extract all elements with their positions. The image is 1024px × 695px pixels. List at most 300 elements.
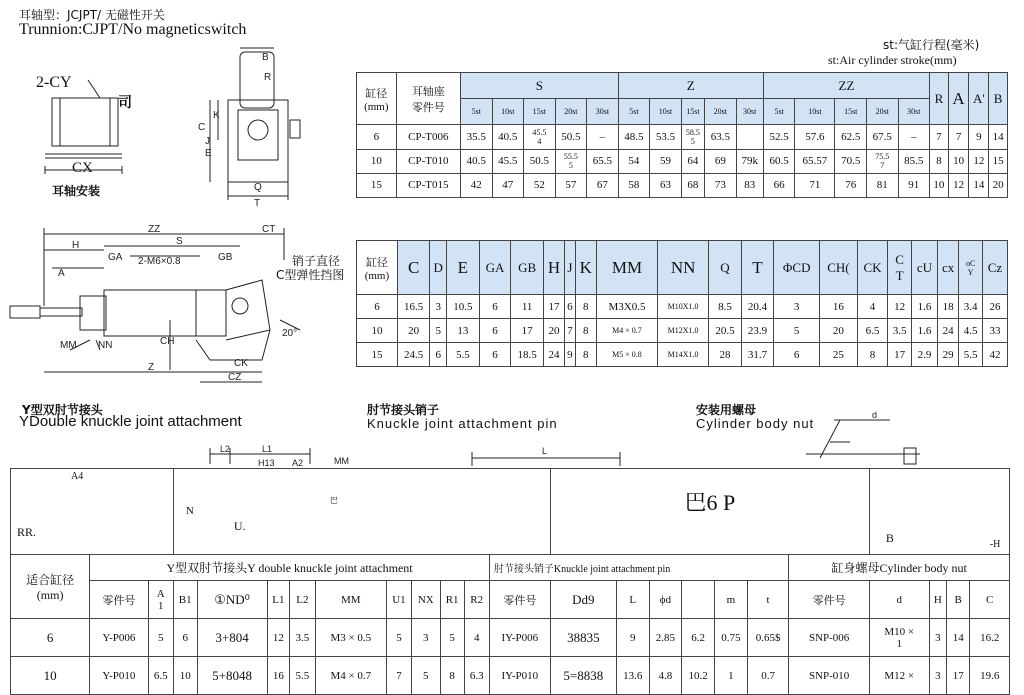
pin-value-cell: 9	[616, 619, 649, 657]
stroke-note-cn: st:气缸行程(毫米)	[883, 38, 980, 52]
col-header: CH(	[820, 241, 858, 295]
zz-value-cell: 60.5	[763, 149, 795, 173]
col-header: C	[397, 241, 430, 295]
pin-drawing-cell: 巴6 P	[550, 469, 869, 555]
y-col-header: L2	[290, 581, 315, 619]
col-header: cx	[937, 241, 958, 295]
s-value-cell: 45.5 4	[524, 125, 556, 149]
value-cell: 10.5	[447, 295, 480, 319]
z-value-cell: 64	[681, 149, 704, 173]
nut-col-header: B	[947, 581, 970, 619]
r-value-cell: 10	[930, 173, 949, 197]
y-value-cell: 5	[387, 619, 412, 657]
value-cell: 16.5	[397, 295, 430, 319]
value-cell: 20	[397, 319, 430, 343]
pin-value-cell: 10.2	[682, 657, 715, 695]
zz-value-cell: 52.5	[763, 125, 795, 149]
zz-value-cell: 81	[867, 173, 899, 197]
y-col-header: B1	[173, 581, 197, 619]
dim-GA: GA	[108, 252, 123, 263]
pin-note-2: C型弹性挡图	[276, 268, 345, 282]
dim-ZZ: ZZ	[148, 224, 161, 235]
pin-value-cell: 4.8	[649, 657, 682, 695]
col-header: H	[543, 241, 564, 295]
y-value-cell: 12	[267, 619, 290, 657]
table-row	[11, 619, 1010, 657]
y-col-header: ①ND⁰	[197, 581, 267, 619]
bore-cell: 10	[357, 319, 398, 343]
z-value-cell: 53.5	[650, 125, 682, 149]
s-value-cell: –	[587, 125, 619, 149]
title-cn: 耳轴型：JCJPT/ 无磁性开关	[19, 8, 165, 22]
col-header: GB	[511, 241, 544, 295]
pin-value-cell: IY-P010	[489, 657, 550, 695]
table-row	[357, 295, 1008, 319]
s-value-cell: 45.5	[492, 149, 524, 173]
strip-a2: A2	[292, 458, 304, 468]
a-header: A	[948, 73, 969, 125]
value-cell: 4	[857, 295, 888, 319]
y-value-cell: M4 × 0.7	[315, 657, 387, 695]
zz-value-cell: 67.5	[867, 125, 899, 149]
nut-value-cell: 14	[947, 619, 970, 657]
value-cell: 26	[982, 295, 1007, 319]
z-value-cell: 54	[618, 149, 650, 173]
label-si: 司	[118, 95, 132, 111]
y-col-header: A 1	[148, 581, 173, 619]
dim-m6: 2-M6×0.8	[138, 256, 181, 267]
zz-value-cell: 65.57	[795, 149, 835, 173]
pin-col-header: 零件号	[489, 581, 550, 619]
table-row	[357, 149, 1008, 173]
value-cell: 24.5	[397, 343, 430, 367]
zz-value-cell: 57.6	[795, 125, 835, 149]
value-cell: 23.9	[741, 319, 774, 343]
y-col-header: NX	[411, 581, 440, 619]
a-value-cell: 10	[948, 149, 969, 173]
dim-CZ: CZ	[228, 372, 242, 383]
part-cell: CP-T015	[396, 173, 460, 197]
group-pin: 肘节接头销子Knuckle joint attachment pin	[489, 555, 789, 581]
r-header: R	[930, 73, 949, 125]
value-cell: 3.5	[888, 319, 912, 343]
b-header: B	[989, 73, 1008, 125]
strip-h13: H13	[258, 458, 275, 468]
pin-value-cell: 38835	[550, 619, 616, 657]
y-col-header: 零件号	[90, 581, 148, 619]
value-cell: 5.5	[447, 343, 480, 367]
value-cell: 3.4	[959, 295, 983, 319]
y-caption-cn: Y型双肘节接头	[22, 403, 103, 417]
z-value-cell: 68	[681, 173, 704, 197]
pin-value-cell: 6.2	[682, 619, 715, 657]
nut-value-cell: 3	[929, 657, 946, 695]
z-value-cell: 83	[736, 173, 763, 197]
s-value-cell: 57	[555, 173, 587, 197]
dim-H: H	[72, 240, 80, 251]
dim-J: J	[205, 136, 210, 147]
nut-col-header: C	[970, 581, 1010, 619]
rr-cell: RR. A4	[11, 469, 174, 555]
dim-C: C	[198, 122, 206, 133]
value-cell: 8	[575, 319, 596, 343]
dim-E: E	[205, 148, 212, 159]
value-cell: M12X1.0	[657, 319, 708, 343]
y-value-cell: Y-P006	[90, 619, 148, 657]
label-2cy: 2-CY	[36, 74, 72, 91]
value-cell: 17	[543, 295, 564, 319]
pin-note-1: 销子直径	[292, 254, 341, 268]
stroke-header: 15st	[524, 99, 556, 125]
ba-label: 巴	[329, 496, 338, 505]
pin-value-cell: 5=8838	[550, 657, 616, 695]
z-value-cell: 73	[705, 173, 737, 197]
col-header: Q	[709, 241, 742, 295]
y-value-cell: 4	[464, 619, 489, 657]
s-value-cell: 40.5	[492, 125, 524, 149]
z-value-cell: 79k	[736, 149, 763, 173]
stroke-header: 20st	[705, 99, 737, 125]
value-cell: 17	[511, 319, 544, 343]
s-value-cell: 50.5	[524, 149, 556, 173]
col-header: K	[575, 241, 596, 295]
value-cell: 8	[857, 343, 888, 367]
s-value-cell: 35.5	[461, 125, 493, 149]
value-cell: 1.6	[911, 295, 937, 319]
value-cell: 9	[565, 343, 575, 367]
zz-value-cell: –	[898, 125, 930, 149]
pin-value-cell: 2.85	[649, 619, 682, 657]
y-value-cell: 5	[411, 657, 440, 695]
value-cell: 6	[479, 319, 511, 343]
stroke-header: 5st	[763, 99, 795, 125]
s-header: S	[461, 73, 619, 99]
value-cell: 24	[937, 319, 958, 343]
pin-caption-cn: 肘节接头销子	[367, 403, 440, 417]
value-cell: 31.7	[741, 343, 774, 367]
value-cell: 5	[774, 319, 820, 343]
trunnion-table	[356, 72, 1008, 198]
dim-NN: NN	[98, 340, 113, 351]
dim-A: A	[58, 268, 65, 279]
value-cell: 11	[511, 295, 544, 319]
z-value-cell: 59	[650, 149, 682, 173]
strip-l1: L1	[262, 444, 273, 454]
value-cell: 20.5	[709, 319, 742, 343]
z-value-cell	[736, 125, 763, 149]
a2-value-cell: 14	[969, 173, 989, 197]
value-cell: 6	[565, 295, 575, 319]
col-header: J	[565, 241, 575, 295]
value-cell: 5	[430, 319, 447, 343]
value-cell: M14X1.0	[657, 343, 708, 367]
stroke-header: 20st	[867, 99, 899, 125]
nut-col-header: H	[929, 581, 946, 619]
z-value-cell: 69	[705, 149, 737, 173]
col-header: T	[741, 241, 774, 295]
strip-d: d	[872, 410, 878, 420]
col-header: E	[447, 241, 480, 295]
value-cell: M4 × 0.7	[596, 319, 657, 343]
zz-value-cell: 76	[835, 173, 867, 197]
accessory-table	[10, 468, 1010, 695]
y-value-cell: 3+804	[197, 619, 267, 657]
pin-col-header: Dd9	[550, 581, 616, 619]
y-value-cell: M3 × 0.5	[315, 619, 387, 657]
y-value-cell: 6.3	[464, 657, 489, 695]
dim-B: B	[262, 52, 269, 63]
label-cx: CX	[72, 160, 93, 176]
value-cell: 17	[888, 343, 912, 367]
nut-col-header: 零件号	[789, 581, 869, 619]
s-value-cell: 67	[587, 173, 619, 197]
s-value-cell: 40.5	[461, 149, 493, 173]
col-header: C T	[888, 241, 912, 295]
value-cell: 2.9	[911, 343, 937, 367]
value-cell: 6	[479, 295, 511, 319]
bore-cell: 10	[357, 149, 397, 173]
s-value-cell: 52	[524, 173, 556, 197]
bore-cell: 10	[11, 657, 90, 695]
y-value-cell: 5	[440, 619, 464, 657]
table-row	[357, 125, 1008, 149]
value-cell: 20	[543, 319, 564, 343]
col-header: MM	[596, 241, 657, 295]
stroke-note-en: st:Air cylinder stroke(mm)	[828, 53, 957, 67]
trunnion-caption: 耳轴安装	[52, 184, 101, 198]
bore-header: 缸径 (mm)	[357, 241, 398, 295]
pin-col-header: t	[747, 581, 789, 619]
dim-Z: Z	[148, 362, 155, 373]
y-value-cell: 6	[173, 619, 197, 657]
z-value-cell: 63.5	[705, 125, 737, 149]
nut-value-cell: M10 × 1	[869, 619, 929, 657]
nut-value-cell: SNP-006	[789, 619, 869, 657]
y-value-cell: 8	[440, 657, 464, 695]
s-value-cell: 50.5	[555, 125, 587, 149]
stroke-header: 10st	[492, 99, 524, 125]
value-cell: 42	[982, 343, 1007, 367]
y-value-cell: 6.5	[148, 657, 173, 695]
s-value-cell: 47	[492, 173, 524, 197]
s-value-cell: 42	[461, 173, 493, 197]
bore-cell: 15	[357, 173, 397, 197]
dim-CK: CK	[234, 358, 248, 369]
nut-value-cell: SNP-010	[789, 657, 869, 695]
a2-header: A'	[969, 73, 989, 125]
y-value-cell: 5.5	[290, 657, 315, 695]
table-row	[357, 319, 1008, 343]
zz-value-cell: 91	[898, 173, 930, 197]
y-value-cell: 5	[148, 619, 173, 657]
value-cell: 16	[820, 295, 858, 319]
y-col-header: U1	[387, 581, 412, 619]
bore-cell: 15	[357, 343, 398, 367]
bore-cell: 6	[357, 295, 398, 319]
pin-col-header: L	[616, 581, 649, 619]
r-value-cell: 7	[930, 125, 949, 149]
pin-value-cell: 0.7	[747, 657, 789, 695]
value-cell: 29	[937, 343, 958, 367]
nut-value-cell: 16.2	[970, 619, 1010, 657]
u-cell: U. N 巴	[173, 469, 550, 555]
part-cell: CP-T010	[396, 149, 460, 173]
z-value-cell: 58.5 5	[681, 125, 704, 149]
a2-value-cell: 9	[969, 125, 989, 149]
stroke-header: 15st	[681, 99, 704, 125]
zz-value-cell: 85.5	[898, 149, 930, 173]
z-value-cell: 63	[650, 173, 682, 197]
strip-l2: L2	[220, 444, 231, 454]
col-header: ΦCD	[774, 241, 820, 295]
dim-angle: 20°	[282, 328, 298, 339]
value-cell: 7	[565, 319, 575, 343]
nut-caption-cn: 安装用螺母	[696, 403, 757, 417]
value-cell: 6	[774, 343, 820, 367]
y-value-cell: 7	[387, 657, 412, 695]
s-value-cell: 55.5 5	[555, 149, 587, 173]
pin-col-header: ϕd	[649, 581, 682, 619]
pin-value-cell: IY-P006	[489, 619, 550, 657]
table-row	[357, 173, 1008, 197]
zz-value-cell: 75.5 7	[867, 149, 899, 173]
group-y: Y型双肘节接头Y double knuckle joint attachment	[90, 555, 490, 581]
col-header: cU	[911, 241, 937, 295]
nut-drawing-cell: B -H	[869, 469, 1009, 555]
part-header: 耳轴座 零件号	[396, 73, 460, 125]
bore-cell: 6	[11, 619, 90, 657]
zz-value-cell: 66	[763, 173, 795, 197]
value-cell: 5.5	[959, 343, 983, 367]
dim-CH: CH	[160, 336, 175, 347]
y-col-header: L1	[267, 581, 290, 619]
z-header: Z	[618, 73, 763, 99]
cylinder-drawing	[0, 220, 350, 400]
value-cell: 4.5	[959, 319, 983, 343]
strip-mm: MM	[334, 456, 349, 466]
pin-caption-en: Knuckle joint attachment pin	[367, 416, 558, 431]
nut-value-cell: 17	[947, 657, 970, 695]
bore-cell: 6	[357, 125, 397, 149]
pin-col-header	[682, 581, 715, 619]
dim-K: K	[213, 110, 220, 121]
y-value-cell: 10	[173, 657, 197, 695]
dim-R: R	[264, 72, 272, 83]
stroke-header: 30st	[587, 99, 619, 125]
table-row	[357, 343, 1008, 367]
value-cell: 33	[982, 319, 1007, 343]
b-value-cell: 15	[989, 149, 1008, 173]
value-cell: 20	[820, 319, 858, 343]
a4-label: A4	[71, 471, 84, 482]
h-label: -H	[989, 539, 1001, 550]
strip-l: L	[542, 446, 548, 456]
trunnion-drawing	[0, 40, 330, 210]
b-value-cell: 20	[989, 173, 1008, 197]
group-nut: 缸身螺母Cylinder body nut	[789, 555, 1010, 581]
value-cell: 8	[575, 343, 596, 367]
dim-S: S	[176, 236, 183, 247]
stroke-header: 10st	[795, 99, 835, 125]
dim-GB: GB	[218, 252, 233, 263]
zz-value-cell: 70.5	[835, 149, 867, 173]
value-cell: 6.5	[857, 319, 888, 343]
y-value-cell: 3.5	[290, 619, 315, 657]
y-value-cell: 16	[267, 657, 290, 695]
dim-Q: Q	[254, 182, 262, 193]
value-cell: 18.5	[511, 343, 544, 367]
value-cell: M3X0.5	[596, 295, 657, 319]
a-value-cell: 7	[948, 125, 969, 149]
pin-value-cell: 13.6	[616, 657, 649, 695]
nut-value-cell: M12 ×	[869, 657, 929, 695]
y-value-cell: 3	[411, 619, 440, 657]
stroke-header: 30st	[898, 99, 930, 125]
r-value-cell: 8	[930, 149, 949, 173]
stroke-header: 5st	[618, 99, 650, 125]
zz-value-cell: 71	[795, 173, 835, 197]
z-value-cell: 48.5	[618, 125, 650, 149]
col-header: CK	[857, 241, 888, 295]
accessory-strip	[200, 408, 920, 470]
pin-value-cell: 1	[715, 657, 748, 695]
value-cell: 24	[543, 343, 564, 367]
col-header: GA	[479, 241, 511, 295]
stroke-header: 5st	[461, 99, 493, 125]
nut-value-cell: 3	[929, 619, 946, 657]
y-value-cell: 5+8048	[197, 657, 267, 695]
value-cell: 28	[709, 343, 742, 367]
a-value-cell: 12	[948, 173, 969, 197]
dimension-table	[356, 240, 1008, 367]
value-cell: M5 × 0.8	[596, 343, 657, 367]
stroke-header: 15st	[835, 99, 867, 125]
n-label: N	[185, 505, 194, 517]
value-cell: 20.4	[741, 295, 774, 319]
dim-CT: CT	[262, 224, 276, 235]
value-cell: 3	[774, 295, 820, 319]
title-en: Trunnion:CJPT/No magneticswitch	[19, 21, 247, 38]
value-cell: 3	[430, 295, 447, 319]
stroke-header: 10st	[650, 99, 682, 125]
zz-header: ZZ	[763, 73, 929, 99]
fit-bore-header: 适合缸径 (mm)	[11, 555, 90, 619]
value-cell: 13	[447, 319, 480, 343]
nut-value-cell: 19.6	[970, 657, 1010, 695]
stroke-header: 20st	[555, 99, 587, 125]
value-cell: 25	[820, 343, 858, 367]
col-header: D	[430, 241, 447, 295]
y-col-header: R1	[440, 581, 464, 619]
pin-value-cell: 0.65$	[747, 619, 789, 657]
value-cell: 6	[430, 343, 447, 367]
dim-MM: MM	[60, 340, 77, 351]
nut-caption-en: Cylinder body nut	[696, 416, 815, 431]
value-cell: 8.5	[709, 295, 742, 319]
bore-header: 缸径 (mm)	[357, 73, 397, 125]
y-caption-en: YDouble knuckle joint attachment	[19, 413, 242, 430]
pin-value-cell: 0.75	[715, 619, 748, 657]
y-col-header: R2	[464, 581, 489, 619]
col-header: Cz	[982, 241, 1007, 295]
zz-value-cell: 62.5	[835, 125, 867, 149]
b-value-cell: 14	[989, 125, 1008, 149]
y-col-header: MM	[315, 581, 387, 619]
z-value-cell: 58	[618, 173, 650, 197]
s-value-cell: 65.5	[587, 149, 619, 173]
col-header: oC Y	[959, 241, 983, 295]
value-cell: 6	[479, 343, 511, 367]
